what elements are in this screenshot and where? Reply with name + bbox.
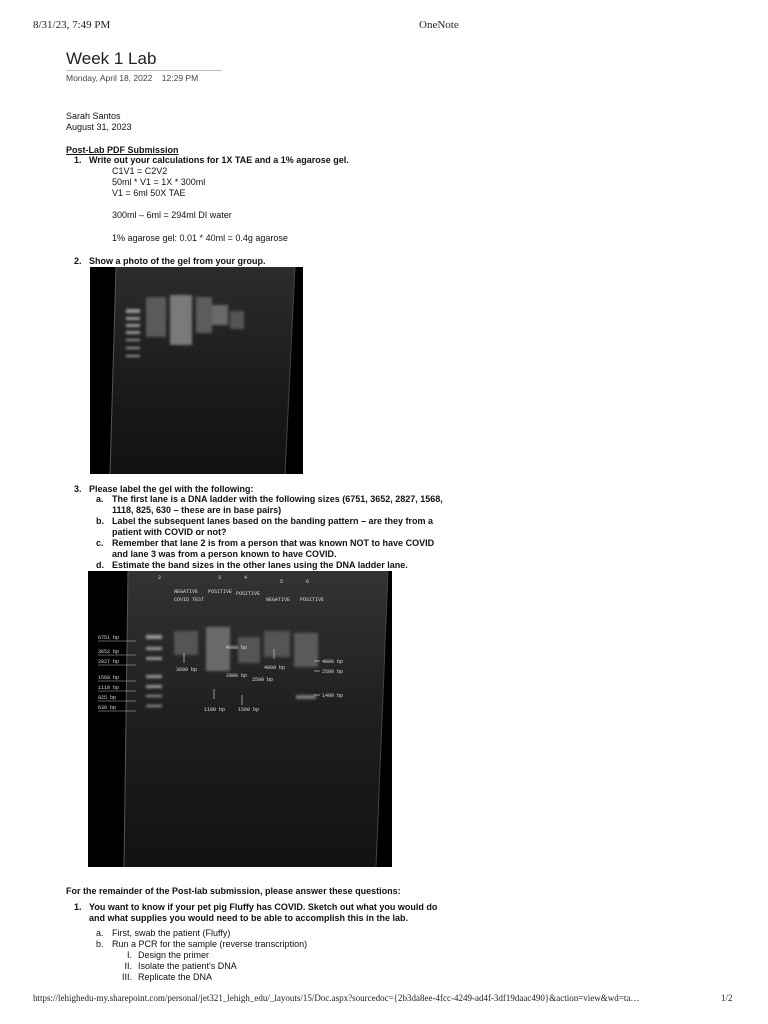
calc-line-3: V1 = 6ml 50X TAE — [112, 188, 186, 198]
band-label: 1100 bp — [204, 707, 226, 713]
q3c-text: Remember that lane 2 is from a person that was known NOT to have COVID and lane 3 was from a person known to have COVID. — [112, 538, 435, 559]
lane-header: NEGATIVE — [174, 589, 199, 595]
lane-number: 5 — [280, 579, 284, 585]
band-label: 4000 bp — [322, 659, 344, 665]
remainder-intro: For the remainder of the Post-lab submission, please answer these questions: — [66, 886, 401, 896]
q3b-text: Label the subsequent lanes based on the banding pattern – are they from a patient with COVID or not? — [112, 516, 434, 537]
author-date: August 31, 2023 — [66, 122, 132, 132]
q3a-letter: a. — [96, 494, 104, 504]
band-label: 2000 bp — [226, 673, 248, 679]
lane-header: POSITIVE — [208, 589, 233, 595]
rq1a-letter: a. — [96, 928, 104, 938]
lane-number: 6 — [306, 579, 310, 585]
calc-line-1: C1V1 = C2V2 — [112, 166, 168, 176]
q3d-letter: d. — [96, 560, 104, 570]
ladder-label: 3652 bp — [98, 649, 120, 655]
rq1a-text: First, swab the patient (Fluffy) — [112, 928, 231, 938]
calc-line-4: 300ml – 6ml = 294ml DI water — [112, 210, 232, 220]
sub-text: Isolate the patient's DNA — [138, 961, 237, 971]
band-label: 2500 bp — [322, 669, 344, 675]
calc-line-2: 50ml * V1 = 1X * 300ml — [112, 177, 206, 187]
q1-number: 1. — [74, 155, 82, 165]
q2-text: Show a photo of the gel from your group. — [89, 256, 266, 266]
ladder-labels — [98, 635, 119, 711]
rq1-text: You want to know if your pet pig Fluffy has COVID. Sketch out what you would do and what supplies you would need to be able to accomplish this in the lab. — [89, 902, 438, 923]
ladder-label: 1568 bp — [98, 675, 120, 681]
q3-text: Please label the gel with the following: — [89, 484, 254, 494]
author-name: Sarah Santos — [66, 111, 121, 121]
q2-number: 2. — [74, 256, 82, 266]
sub-numeral: III. — [121, 972, 132, 982]
sub-numeral: I. — [126, 950, 132, 960]
q3c-letter: c. — [96, 538, 104, 548]
lane-number: 4 — [244, 575, 248, 581]
page-date: Monday, April 18, 2022 — [66, 73, 153, 83]
title-divider — [66, 70, 222, 71]
ladder-label: 1118 bp — [98, 685, 120, 691]
sub-text: Replicate the DNA — [138, 972, 213, 982]
gel-photo-image — [90, 267, 303, 474]
page-number: 1/2 — [721, 993, 733, 1003]
q3-number: 3. — [74, 484, 82, 494]
q3b-letter: b. — [96, 516, 104, 526]
gel-photo — [90, 267, 303, 474]
footer-url[interactable]: https://lehighedu-my.sharepoint.com/personal/jet321_lehigh_edu/_layouts/15/Doc.aspx?sourcedoc={2b3da8ee-4fcc-4249-ad4f-3df19daac490}&action=view&wd=ta… — [33, 993, 640, 1003]
lane-header: POSITIVE — [236, 591, 261, 597]
band-label: 1500 bp — [238, 707, 260, 713]
q3d-text: Estimate the band sizes in the other lanes using the DNA ladder lane. — [112, 560, 408, 570]
band-label: 3600 bp — [176, 667, 198, 673]
band-label: 4000 bp — [226, 645, 248, 651]
band-label: 1400 bp — [322, 693, 344, 699]
band-label: 4000 bp — [264, 665, 286, 671]
page-time: 12:29 PM — [161, 73, 199, 83]
lane-header: POSITIVE — [300, 597, 325, 603]
calc-line-5: 1% agarose gel: 0.01 * 40ml = 0.4g agarose — [112, 233, 288, 243]
rq1b-letter: b. — [96, 939, 104, 949]
lane-header: COVID TEST — [174, 597, 205, 603]
q3a-text: The first lane is a DNA ladder with the following sizes (6751, 3652, 2827, 1568, 1118, 825, 630 – these are in base pairs) — [112, 494, 443, 515]
ladder-label: 6751 bp — [98, 635, 120, 641]
rq1-number: 1. — [74, 902, 82, 912]
page-date-time — [66, 73, 198, 83]
lane-number: 3 — [218, 575, 222, 581]
lane-number: 2 — [158, 575, 162, 581]
ladder-label: 2827 bp — [98, 659, 120, 665]
print-datetime: 8/31/23, 7:49 PM — [33, 19, 111, 31]
annotated-gel-photo — [88, 571, 392, 867]
annotated-gel-image — [88, 571, 392, 867]
sub-numeral: II. — [124, 961, 132, 971]
band-label: 2500 bp — [252, 677, 274, 683]
ladder-label: 825 bp — [98, 695, 117, 701]
q1-text: Write out your calculations for 1X TAE and a 1% agarose gel. — [89, 155, 349, 165]
sub-text: Design the primer — [138, 950, 210, 960]
page-title: Week 1 Lab — [66, 49, 157, 68]
section-title: Post-Lab PDF Submission — [66, 145, 179, 155]
rq1b-text: Run a PCR for the sample (reverse transcription) — [112, 939, 308, 949]
lane-header: NEGATIVE — [266, 597, 291, 603]
ladder-label: 630 bp — [98, 705, 117, 711]
app-name: OneNote — [419, 19, 459, 31]
